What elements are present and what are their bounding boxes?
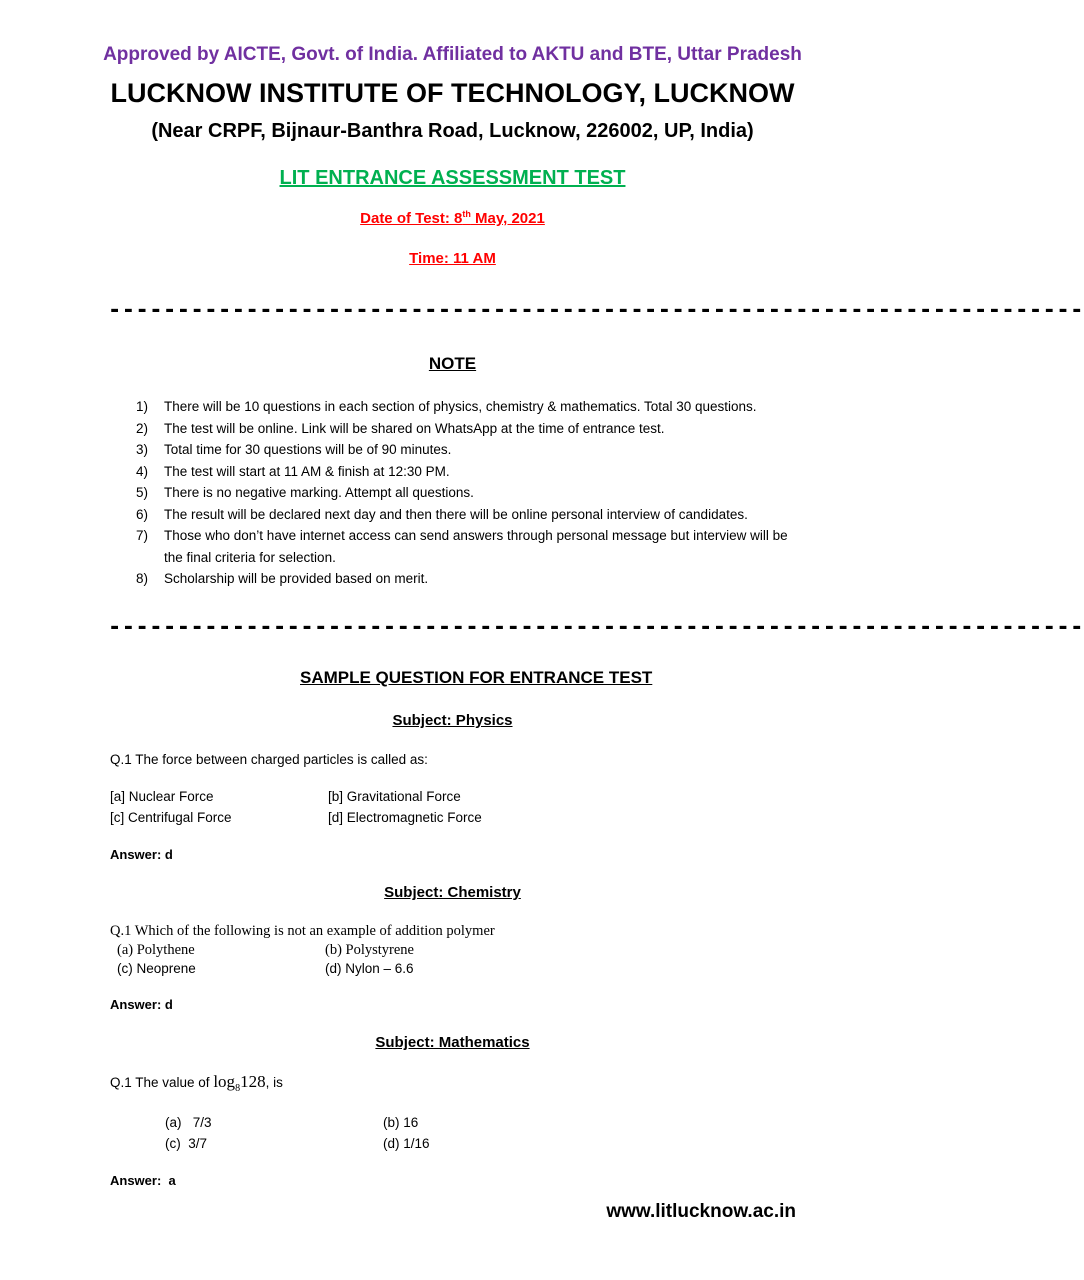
test-date-sup: th [462,209,471,219]
note-number: 1) [136,399,149,414]
note-number: 4) [136,463,149,479]
separator-top: ----------------------------------------------------------------------- [108,298,1084,323]
physics-answer: Answer: d [110,847,173,862]
note-text: Those who don’t have internet access can send answers through personal message but interview will be the final criteria for selection. [164,528,788,565]
math-option-b: (b) 16 [383,1115,419,1130]
subject-physics: Subject: Physics [392,712,513,729]
subject-chemistry: Subject: Chemistry [384,884,521,901]
note-item [136,482,796,504]
note-number: 3) [136,442,149,457]
institute-name: LUCKNOW INSTITUTE OF TECHNOLOGY, LUCKNOW [110,78,795,108]
math-option-c: (c) 3/7 [165,1136,208,1151]
chemistry-question: Q.1 Which of the following is not an example of addition polymer [110,923,495,939]
test-time: Time: 11 AM [409,250,496,267]
sample-title: SAMPLE QUESTION FOR ENTRANCE TEST [300,668,653,687]
note-item [136,525,796,568]
note-text: There is no negative marking. Attempt all questions. [164,485,474,500]
math-log-base: 8 [235,1083,241,1094]
note-number: 2) [136,420,149,436]
note-item [136,418,796,440]
approval-line: Approved by AICTE, Govt. of India. Affiliated to AKTU and BTE, Uttar Pradesh [103,44,802,65]
note-text: There will be 10 questions in each section of physics, chemistry & mathematics. Total 30 questions. [164,399,757,414]
physics-option-b: [b] Gravitational Force [328,789,461,804]
note-list [136,396,796,590]
math-question-suffix: , is [265,1075,283,1090]
test-title: LIT ENTRANCE ASSESSMENT TEST [279,167,626,189]
math-option-d: (d) 1/16 [383,1136,430,1151]
note-number: 8) [136,571,149,586]
chemistry-option-d: (d) Nylon – 6.6 [325,961,414,976]
math-question-prefix: Q.1 The value of [110,1075,214,1090]
physics-option-a: [a] Nuclear Force [110,789,214,804]
note-number: 5) [136,485,149,500]
chemistry-answer: Answer: d [110,997,173,1012]
note-text: The result will be declared next day and then there will be online personal interview of candidates. [164,506,748,522]
separator-bottom: ----------------------------------------------------------------------- [108,615,1084,640]
note-text: Scholarship will be provided based on merit. [164,571,429,586]
note-text: The test will be online. Link will be shared on WhatsApp at the time of entrance test. [164,420,665,436]
math-log-arg: 128 [240,1072,266,1091]
chemistry-option-b: (b) Polystyrene [325,942,414,958]
note-item [136,568,796,590]
chemistry-option-c: (c) Neoprene [117,961,196,976]
math-log: log [213,1072,236,1091]
math-option-a: (a) 7/3 [165,1115,212,1130]
note-item [136,439,796,461]
note-text: The test will start at 11 AM & finish at 12:30 PM. [164,463,450,479]
test-date-suffix: May, 2021 [470,210,545,227]
physics-option-d: [d] Electromagnetic Force [328,810,482,825]
math-question [110,1072,283,1094]
institute-address: (Near CRPF, Bijnaur-Banthra Road, Lucknow, 226002, UP, India) [151,120,754,142]
note-title: NOTE [428,354,477,373]
note-text: Total time for 30 questions will be of 90 minutes. [164,442,452,457]
math-answer: Answer: a [110,1173,176,1188]
note-item [136,396,796,418]
test-date-prefix: Date of Test: 8 [360,210,463,227]
physics-question: Q.1 The force between charged particles is called as: [110,752,428,767]
website-link[interactable]: www.litlucknow.ac.in [606,1201,796,1222]
note-number: 7) [136,528,149,543]
chemistry-option-a: (a) Polythene [117,942,195,958]
note-item [136,461,796,483]
physics-option-c: [c] Centrifugal Force [110,810,232,825]
note-item [136,504,796,526]
subject-mathematics: Subject: Mathematics [375,1034,530,1051]
test-date [0,209,905,227]
note-number: 6) [136,506,149,522]
